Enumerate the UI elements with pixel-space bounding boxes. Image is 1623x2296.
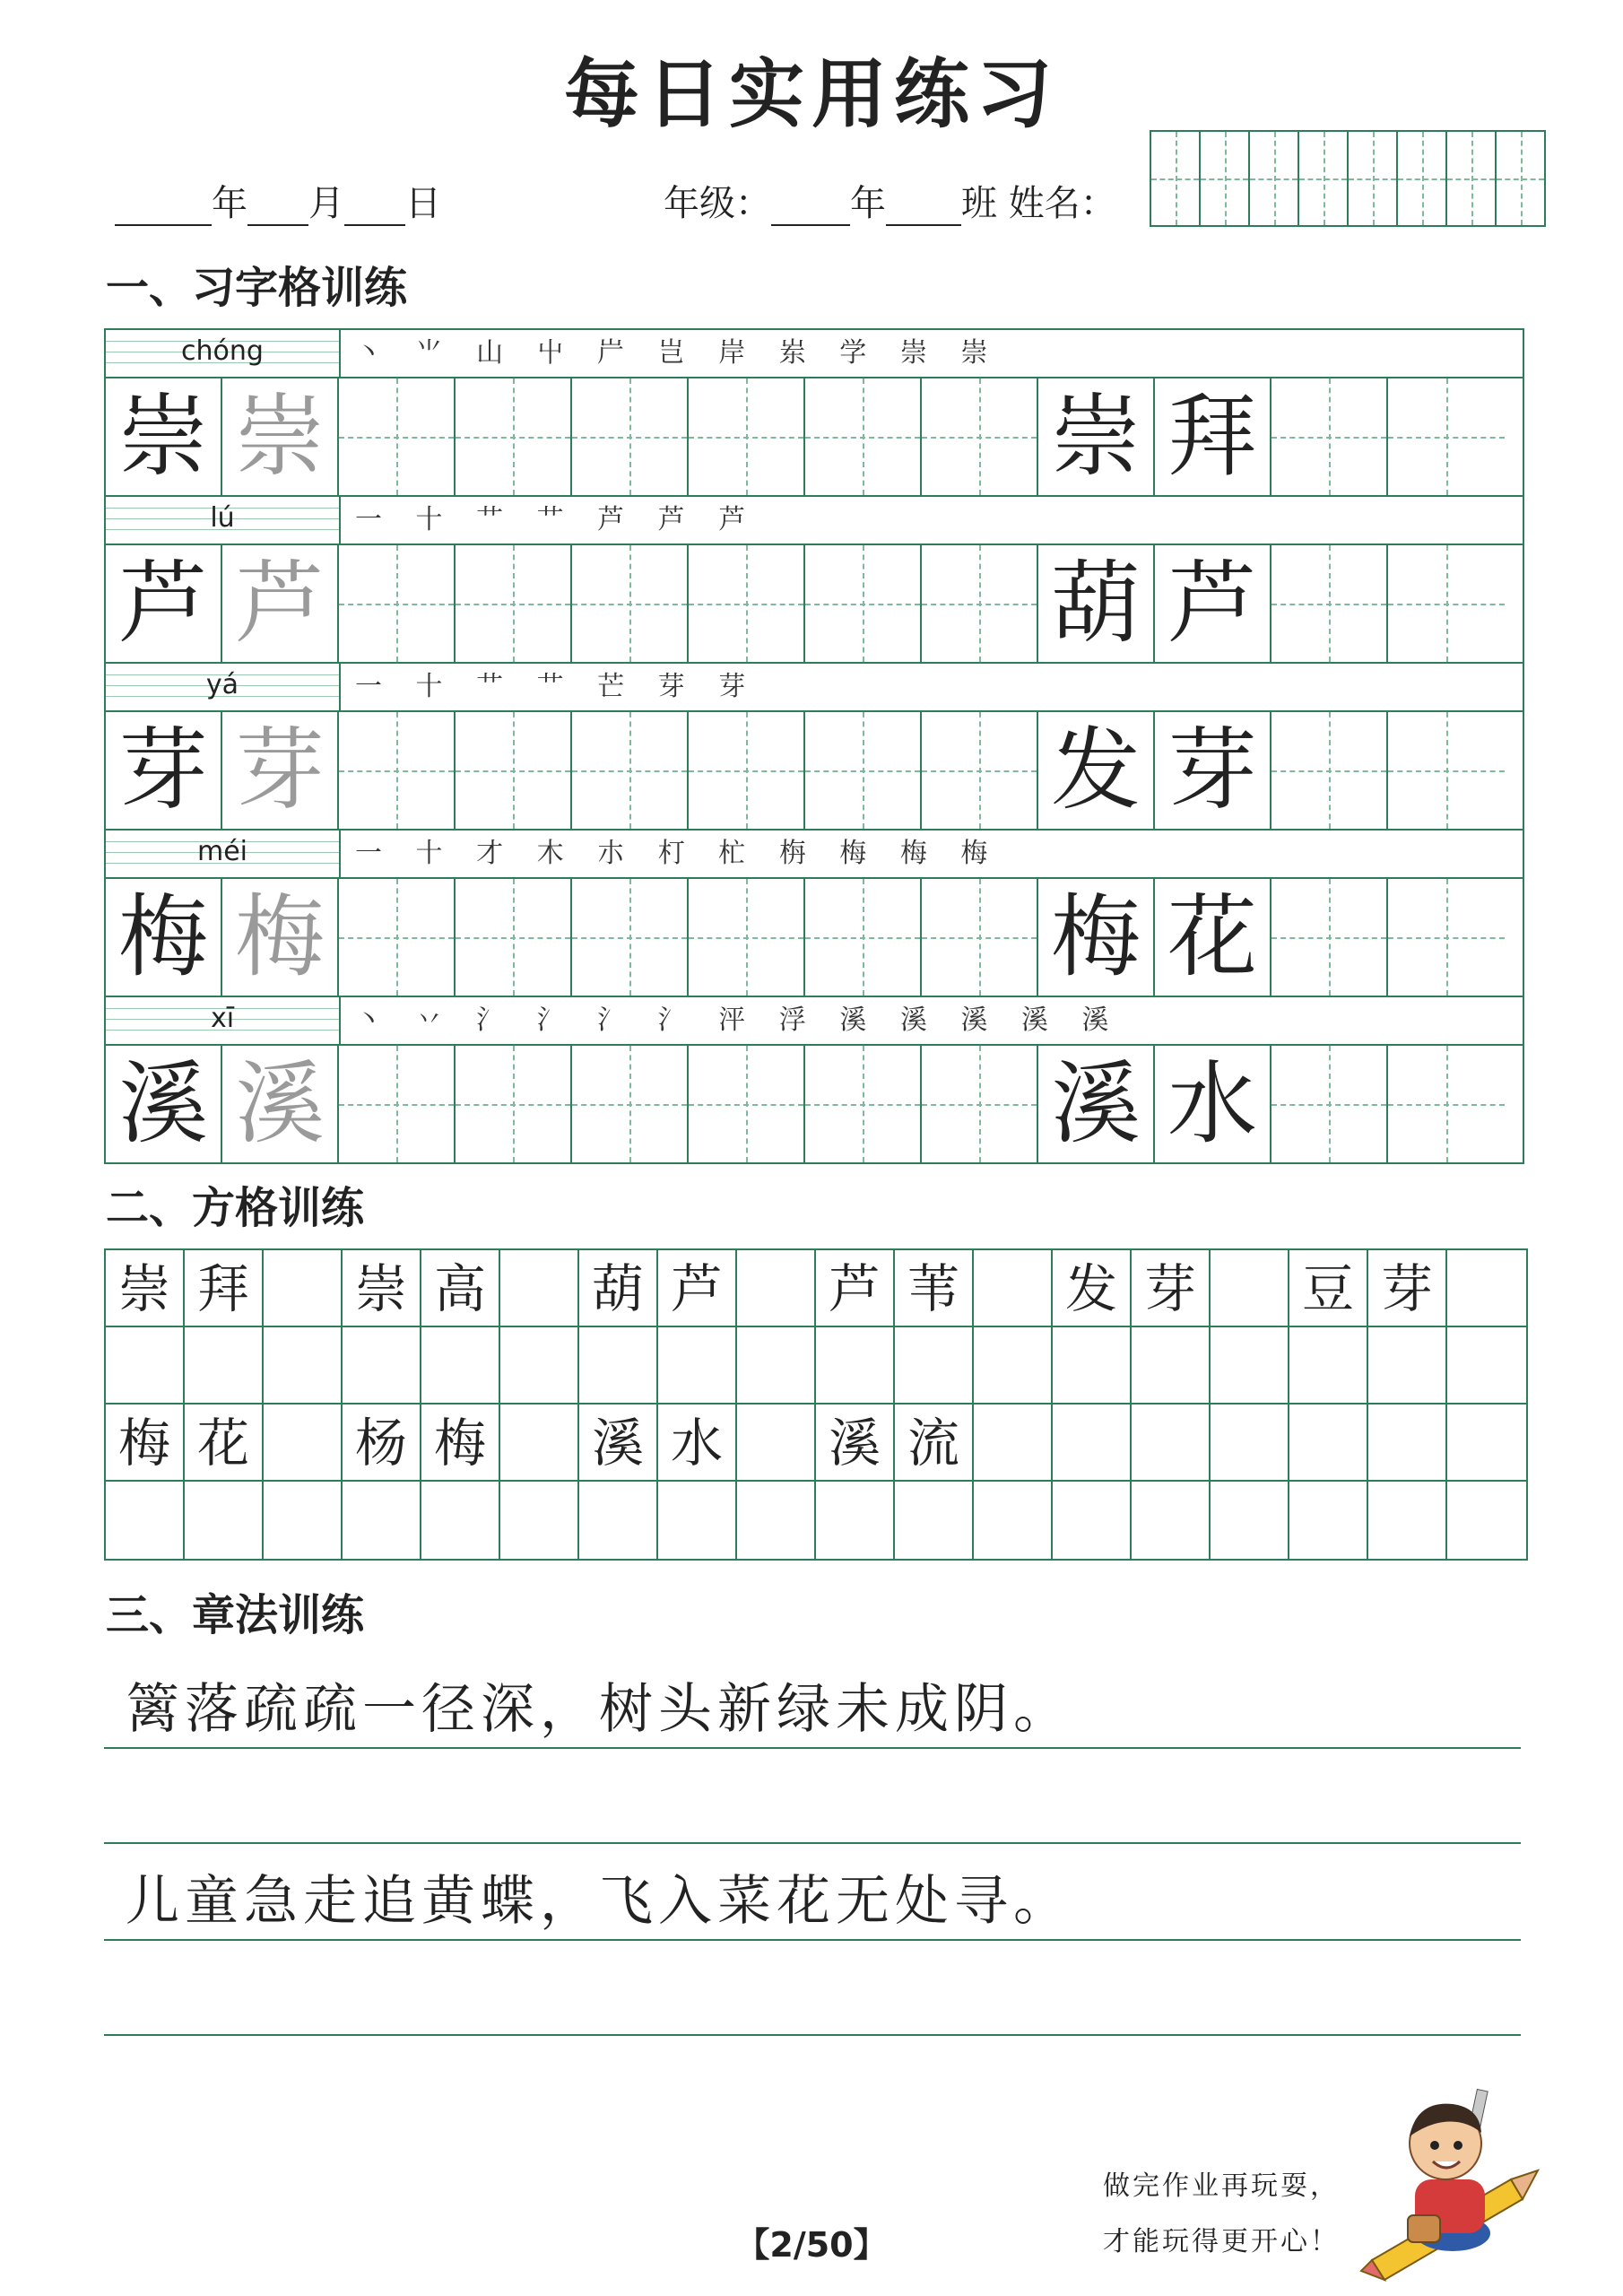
model-char-cell xyxy=(106,712,222,829)
year-blank[interactable] xyxy=(115,188,212,226)
name-grid[interactable] xyxy=(1150,130,1546,227)
word-char-cell xyxy=(1038,545,1155,662)
square-cell[interactable] xyxy=(737,1482,816,1559)
square-cell[interactable] xyxy=(737,1250,816,1327)
square-cell: 崇 xyxy=(343,1250,421,1327)
square-cell[interactable] xyxy=(1289,1482,1368,1559)
stroke-order: 丶 丷 氵 氵 氵 氵 泙 浮 溪 溪 溪 溪 溪 xyxy=(355,1004,1122,1036)
char-row xyxy=(106,879,1523,997)
square-cell: 豆 xyxy=(1289,1250,1368,1327)
square-cell[interactable] xyxy=(816,1482,895,1559)
section-title-1: 一、习字格训练 xyxy=(106,263,408,313)
square-cell[interactable] xyxy=(1211,1405,1289,1482)
square-cell: 芽 xyxy=(1132,1250,1211,1327)
trace-char-cell[interactable] xyxy=(222,378,339,495)
stroke-order: 一 十 艹 艹 芒 芽 芽 xyxy=(355,671,759,702)
pinyin-box xyxy=(106,330,341,377)
practice-cell[interactable] xyxy=(456,545,572,662)
practice-cell[interactable] xyxy=(922,545,1038,662)
square-cell: 溪 xyxy=(816,1405,895,1482)
square-cell: 芽 xyxy=(1368,1250,1447,1327)
stroke-order: 一 十 艹 艹 芦 芦 芦 xyxy=(355,504,759,535)
trace-char-cell[interactable] xyxy=(222,712,339,829)
grade-unit: 年 xyxy=(850,183,886,224)
practice-cell[interactable] xyxy=(922,1046,1038,1162)
square-cell[interactable] xyxy=(1368,1405,1447,1482)
word-char-cell xyxy=(1155,712,1271,829)
cartoon-boy-icon xyxy=(1345,2081,1560,2287)
trace-char: 溪 xyxy=(235,1051,325,1156)
practice-cell[interactable] xyxy=(805,879,922,996)
practice-cell[interactable] xyxy=(572,712,689,829)
square-cell[interactable] xyxy=(1447,1250,1526,1327)
square-cell[interactable] xyxy=(1211,1482,1289,1559)
char-row xyxy=(106,712,1523,831)
word-char-cell xyxy=(1155,1046,1271,1162)
square-cell[interactable] xyxy=(1211,1250,1289,1327)
word-char: 芦 xyxy=(1167,551,1257,656)
page-title: 每日实用练习 xyxy=(563,50,1059,138)
tianzige-grid xyxy=(104,328,1524,1164)
square-cell[interactable] xyxy=(1447,1405,1526,1482)
trace-char-cell[interactable] xyxy=(222,545,339,662)
section-title-3: 三、章法训练 xyxy=(106,1590,365,1640)
practice-cell[interactable] xyxy=(689,545,805,662)
square-cell[interactable] xyxy=(1132,1327,1211,1405)
practice-cell[interactable] xyxy=(805,1046,922,1162)
practice-cell[interactable] xyxy=(922,378,1038,495)
trace-char: 芽 xyxy=(235,718,325,822)
word-char-cell xyxy=(1038,378,1155,495)
square-cell[interactable] xyxy=(1053,1482,1132,1559)
square-cell[interactable] xyxy=(1368,1482,1447,1559)
square-cell[interactable] xyxy=(816,1327,895,1405)
word-char: 梅 xyxy=(1051,884,1141,989)
square-cell[interactable] xyxy=(185,1482,264,1559)
square-cell[interactable] xyxy=(264,1482,343,1559)
word-char: 水 xyxy=(1167,1051,1257,1156)
name-label: 姓名： xyxy=(1008,183,1116,224)
practice-cell[interactable] xyxy=(1271,545,1388,662)
square-cell[interactable] xyxy=(264,1405,343,1482)
grade-line xyxy=(664,175,1116,226)
poem-line-1: 篱落疏疏一径深，树头新绿未成阴。 xyxy=(126,1678,1072,1741)
word-char-cell xyxy=(1038,879,1155,996)
square-cell[interactable] xyxy=(658,1482,737,1559)
square-cell: 水 xyxy=(658,1405,737,1482)
square-cell[interactable] xyxy=(264,1250,343,1327)
page-number: 【2/50】 xyxy=(735,2225,888,2265)
square-cell[interactable] xyxy=(737,1405,816,1482)
square-cell[interactable] xyxy=(264,1327,343,1405)
practice-cell[interactable] xyxy=(456,1046,572,1162)
word-char: 葫 xyxy=(1051,551,1141,656)
square-cell[interactable] xyxy=(500,1250,579,1327)
practice-cell[interactable] xyxy=(339,378,456,495)
practice-cell[interactable] xyxy=(572,879,689,996)
word-char: 拜 xyxy=(1167,384,1257,489)
pinyin-box xyxy=(106,664,341,710)
practice-cell[interactable] xyxy=(339,545,456,662)
model-char: 崇 xyxy=(118,384,208,489)
fangge-grid xyxy=(104,1248,1528,1561)
practice-cell[interactable] xyxy=(456,378,572,495)
practice-cell[interactable] xyxy=(1388,712,1505,829)
practice-cell[interactable] xyxy=(1388,545,1505,662)
model-char: 芦 xyxy=(118,551,208,656)
square-cell[interactable] xyxy=(343,1327,421,1405)
square-cell[interactable] xyxy=(106,1327,185,1405)
pinyin-box xyxy=(106,831,341,877)
square-cell[interactable] xyxy=(895,1482,974,1559)
class-unit: 班 xyxy=(961,183,997,224)
motto-line-2: 才能玩得更开心！ xyxy=(1103,2226,1340,2257)
square-cell: 芦 xyxy=(658,1250,737,1327)
writing-line[interactable] xyxy=(104,2034,1521,2036)
trace-char-cell[interactable] xyxy=(222,1046,339,1162)
pinyin-row xyxy=(106,664,1523,712)
month-blank[interactable] xyxy=(247,188,308,226)
square-cell[interactable] xyxy=(1368,1327,1447,1405)
square-cell: 苇 xyxy=(895,1250,974,1327)
practice-cell[interactable] xyxy=(572,1046,689,1162)
square-cell[interactable] xyxy=(737,1327,816,1405)
square-cell[interactable] xyxy=(579,1327,658,1405)
square-cell[interactable] xyxy=(579,1482,658,1559)
word-char-cell xyxy=(1038,712,1155,829)
practice-cell[interactable] xyxy=(805,378,922,495)
square-cell: 发 xyxy=(1053,1250,1132,1327)
square-cell[interactable] xyxy=(1447,1482,1526,1559)
word-char-cell xyxy=(1038,1046,1155,1162)
stroke-order: 一 十 才 木 朩 朾 杧 栴 梅 梅 梅 xyxy=(355,838,1001,869)
class-blank[interactable] xyxy=(886,188,961,226)
square-cell[interactable] xyxy=(1211,1327,1289,1405)
practice-cell[interactable] xyxy=(922,712,1038,829)
practice-cell[interactable] xyxy=(456,712,572,829)
practice-cell[interactable] xyxy=(1388,1046,1505,1162)
practice-cell[interactable] xyxy=(689,712,805,829)
square-cell[interactable] xyxy=(1053,1327,1132,1405)
pinyin-box xyxy=(106,997,341,1044)
square-cell: 拜 xyxy=(185,1250,264,1327)
square-cell: 溪 xyxy=(579,1405,658,1482)
stroke-order: 丶 ⺌ 山 屮 屵 岂 岸 岽 学 崇 崇 xyxy=(355,337,1001,369)
square-cell[interactable] xyxy=(421,1482,500,1559)
square-cell[interactable] xyxy=(106,1482,185,1559)
square-cell[interactable] xyxy=(974,1327,1053,1405)
grade-blank[interactable] xyxy=(771,188,850,226)
word-char: 花 xyxy=(1167,884,1257,989)
model-char-cell xyxy=(106,1046,222,1162)
square-cell[interactable] xyxy=(658,1327,737,1405)
square-cell[interactable] xyxy=(1132,1482,1211,1559)
practice-cell[interactable] xyxy=(689,879,805,996)
day-blank[interactable] xyxy=(344,188,405,226)
writing-line[interactable] xyxy=(104,1939,1521,1941)
word-char-cell xyxy=(1155,879,1271,996)
practice-cell[interactable] xyxy=(572,378,689,495)
square-cell[interactable] xyxy=(974,1250,1053,1327)
square-cell[interactable] xyxy=(974,1482,1053,1559)
pinyin-text: yá xyxy=(205,669,239,700)
square-cell: 梅 xyxy=(106,1405,185,1482)
practice-cell[interactable] xyxy=(1388,378,1505,495)
square-cell[interactable] xyxy=(1132,1405,1211,1482)
year-unit: 年 xyxy=(212,183,247,224)
word-char: 发 xyxy=(1051,718,1141,822)
square-cell[interactable] xyxy=(1447,1327,1526,1405)
char-row xyxy=(106,378,1523,497)
pinyin-row xyxy=(106,497,1523,545)
pinyin-text: chóng xyxy=(181,335,264,367)
square-cell[interactable] xyxy=(421,1327,500,1405)
square-cell[interactable] xyxy=(1289,1327,1368,1405)
square-cell: 杨 xyxy=(343,1405,421,1482)
trace-char: 梅 xyxy=(235,884,325,989)
practice-cell[interactable] xyxy=(339,1046,456,1162)
square-cell: 梅 xyxy=(421,1405,500,1482)
practice-cell[interactable] xyxy=(1271,879,1388,996)
word-char: 溪 xyxy=(1051,1051,1141,1156)
pinyin-text: xī xyxy=(210,1003,235,1034)
square-cell[interactable] xyxy=(500,1327,579,1405)
square-cell: 葫 xyxy=(579,1250,658,1327)
practice-cell[interactable] xyxy=(1388,879,1505,996)
square-cell: 花 xyxy=(185,1405,264,1482)
pinyin-text: lú xyxy=(210,502,235,534)
poem-line-2: 儿童急走追黄蝶，飞入菜花无处寻。 xyxy=(126,1870,1072,1933)
square-cell[interactable] xyxy=(500,1482,579,1559)
pinyin-row xyxy=(106,831,1523,879)
word-char: 崇 xyxy=(1051,384,1141,489)
trace-char: 崇 xyxy=(235,384,325,489)
writing-line[interactable] xyxy=(104,1747,1521,1749)
model-char-cell xyxy=(106,879,222,996)
word-char: 芽 xyxy=(1167,718,1257,822)
model-char: 梅 xyxy=(118,884,208,989)
square-cell: 高 xyxy=(421,1250,500,1327)
motto-line-1: 做完作业再玩耍， xyxy=(1103,2170,1340,2202)
square-cell[interactable] xyxy=(185,1327,264,1405)
square-cell[interactable] xyxy=(974,1405,1053,1482)
section-title-2: 二、方格训练 xyxy=(106,1183,365,1233)
practice-cell[interactable] xyxy=(456,879,572,996)
model-char: 溪 xyxy=(118,1051,208,1156)
square-cell: 流 xyxy=(895,1405,974,1482)
practice-cell[interactable] xyxy=(339,712,456,829)
practice-cell[interactable] xyxy=(805,545,922,662)
trace-char: 芦 xyxy=(235,551,325,656)
square-cell[interactable] xyxy=(895,1327,974,1405)
word-char-cell xyxy=(1155,545,1271,662)
practice-cell[interactable] xyxy=(689,378,805,495)
square-cell: 崇 xyxy=(106,1250,185,1327)
practice-cell[interactable] xyxy=(922,879,1038,996)
model-char-cell xyxy=(106,545,222,662)
square-cell[interactable] xyxy=(500,1405,579,1482)
char-row xyxy=(106,1046,1523,1162)
pinyin-row xyxy=(106,330,1523,378)
pinyin-text: méi xyxy=(196,836,247,867)
char-row xyxy=(106,545,1523,664)
day-unit: 日 xyxy=(405,183,441,224)
pinyin-row xyxy=(106,997,1523,1046)
square-cell[interactable] xyxy=(343,1482,421,1559)
practice-cell[interactable] xyxy=(1271,378,1388,495)
practice-cell[interactable] xyxy=(689,1046,805,1162)
word-char-cell xyxy=(1155,378,1271,495)
square-cell[interactable] xyxy=(1053,1405,1132,1482)
practice-cell[interactable] xyxy=(805,712,922,829)
month-unit: 月 xyxy=(308,183,344,224)
grade-label: 年级： xyxy=(664,183,771,224)
practice-cell[interactable] xyxy=(339,879,456,996)
trace-char-cell[interactable] xyxy=(222,879,339,996)
date-line xyxy=(115,175,441,226)
square-cell[interactable] xyxy=(1289,1405,1368,1482)
practice-cell[interactable] xyxy=(572,545,689,662)
square-cell: 芦 xyxy=(816,1250,895,1327)
writing-line[interactable] xyxy=(104,1842,1521,1844)
practice-cell[interactable] xyxy=(1271,712,1388,829)
practice-cell[interactable] xyxy=(1271,1046,1388,1162)
model-char-cell xyxy=(106,378,222,495)
pinyin-box xyxy=(106,497,341,544)
model-char: 芽 xyxy=(118,718,208,822)
